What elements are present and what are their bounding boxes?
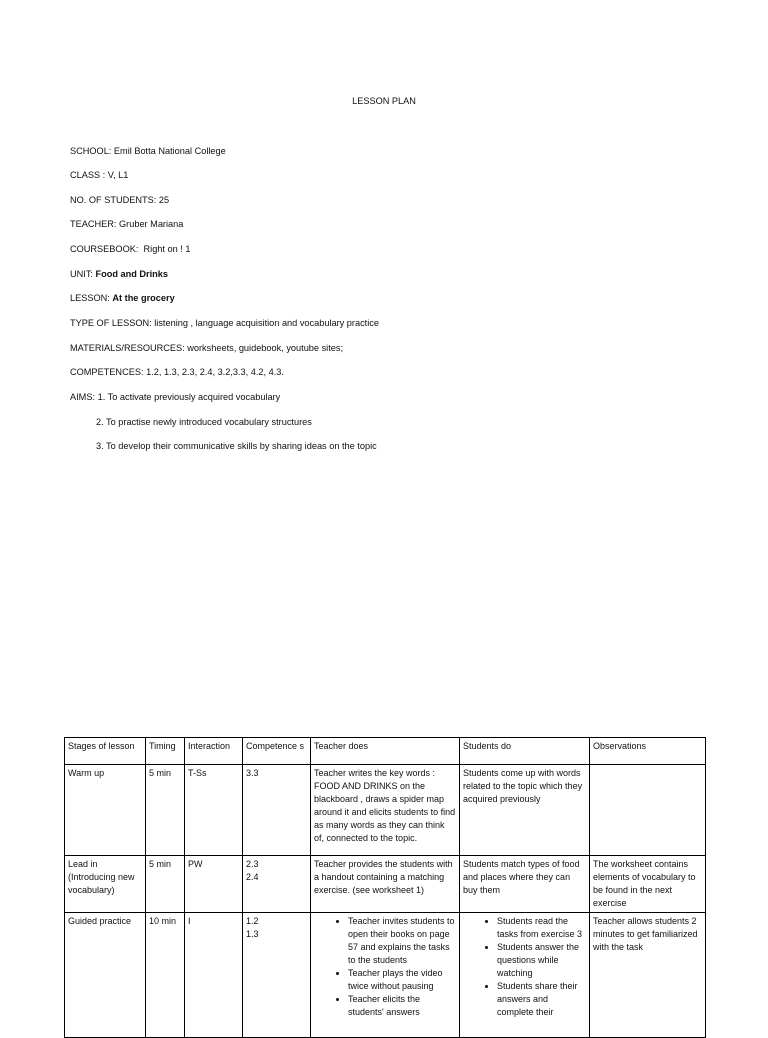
- cell-stage: Warm up: [65, 765, 146, 856]
- cell-students-do: [460, 913, 590, 1038]
- list-item: • Teacher plays the video twice without pausing: [348, 967, 456, 993]
- cell-students-do: Students match types of food and places where they can buy them: [460, 856, 590, 913]
- aims-line-1: AIMS: 1. To activate previously acquired vocabulary: [70, 392, 281, 402]
- cell-observations: [590, 765, 706, 856]
- header-timing: Timing: [146, 738, 185, 765]
- table-header-row: [65, 738, 706, 765]
- cell-timing: 10 min: [146, 913, 185, 1038]
- field-students: NO. OF STUDENTS: 25: [70, 195, 170, 205]
- table-row: [65, 856, 706, 913]
- cell-interaction: PW: [185, 856, 243, 913]
- header-competences: Competence s: [243, 738, 311, 765]
- header-teacher-does: Teacher does: [311, 738, 460, 765]
- cell-teacher-does: Teacher provides the students with a handout containing a matching exercise. (see worksheet 1): [311, 856, 460, 913]
- field-materials: MATERIALS/RESOURCES: worksheets, guidebook, youtube sites;: [70, 343, 344, 353]
- cell-teacher-does: [311, 913, 460, 1038]
- lesson-plan-table: [64, 737, 706, 1038]
- field-competences: COMPETENCES: 1.2, 1.3, 2.3, 2.4, 3.2,3.3, 4.2, 4.3.: [70, 367, 284, 377]
- cell-teacher-does: Teacher writes the key words : FOOD AND DRINKS on the blackboard , draws a spider map around it and elicits students to find as many words as they can think of, connected to the topic.: [311, 765, 460, 856]
- field-teacher: TEACHER: Gruber Mariana: [70, 219, 184, 229]
- cell-stage: Lead in (Introducing new vocabulary): [65, 856, 146, 913]
- lesson-plan-title: LESSON PLAN: [352, 96, 416, 106]
- list-item: • Teacher elicits the students' answers: [348, 993, 456, 1019]
- cell-observations: The worksheet contains elements of vocabulary to be found in the next exercise: [590, 856, 706, 913]
- table-row: [65, 913, 706, 1038]
- aims-line-2: 2. To practise newly introduced vocabulary structures: [96, 417, 312, 427]
- header-stages: Stages of lesson: [65, 738, 146, 765]
- cell-interaction: I: [185, 913, 243, 1038]
- students-bullet-list: [463, 915, 586, 1019]
- field-class: CLASS : V, L1: [70, 170, 129, 180]
- cell-timing: 5 min: [146, 765, 185, 856]
- list-item: • Students answer the questions while watching: [497, 941, 586, 980]
- field-type: TYPE OF LESSON: listening , language acquisition and vocabulary practice: [70, 318, 379, 328]
- field-lesson: LESSON: At the grocery: [70, 293, 175, 303]
- header-interaction: Interaction: [185, 738, 243, 765]
- table-row: [65, 765, 706, 856]
- cell-observations: Teacher allows students 2 minutes to get familiarized with the task: [590, 913, 706, 1038]
- cell-stage: Guided practice: [65, 913, 146, 1038]
- list-item: • Students share their answers and complete their: [497, 980, 586, 1019]
- header-observations: Observations: [590, 738, 706, 765]
- list-item: • Students read the tasks from exercise 3: [497, 915, 586, 941]
- field-unit: UNIT: Food and Drinks: [70, 269, 169, 279]
- list-item: • Teacher invites students to open their books on page 57 and explains the tasks to the students: [348, 915, 456, 967]
- cell-students-do: Students come up with words related to the topic which they acquired previously: [460, 765, 590, 856]
- cell-competences: 3.3: [243, 765, 311, 856]
- cell-competences: 1.2 1.3: [243, 913, 311, 1038]
- cell-competences: 2.3 2.4: [243, 856, 311, 913]
- cell-timing: 5 min: [146, 856, 185, 913]
- teacher-bullet-list: [314, 915, 456, 1019]
- header-students-do: Students do: [460, 738, 590, 765]
- field-school: SCHOOL: Emil Botta National College: [70, 146, 226, 156]
- cell-interaction: T-Ss: [185, 765, 243, 856]
- aims-line-3: 3. To develop their communicative skills by sharing ideas on the topic: [96, 441, 377, 451]
- field-coursebook: COURSEBOOK: Right on ! 1: [70, 244, 191, 254]
